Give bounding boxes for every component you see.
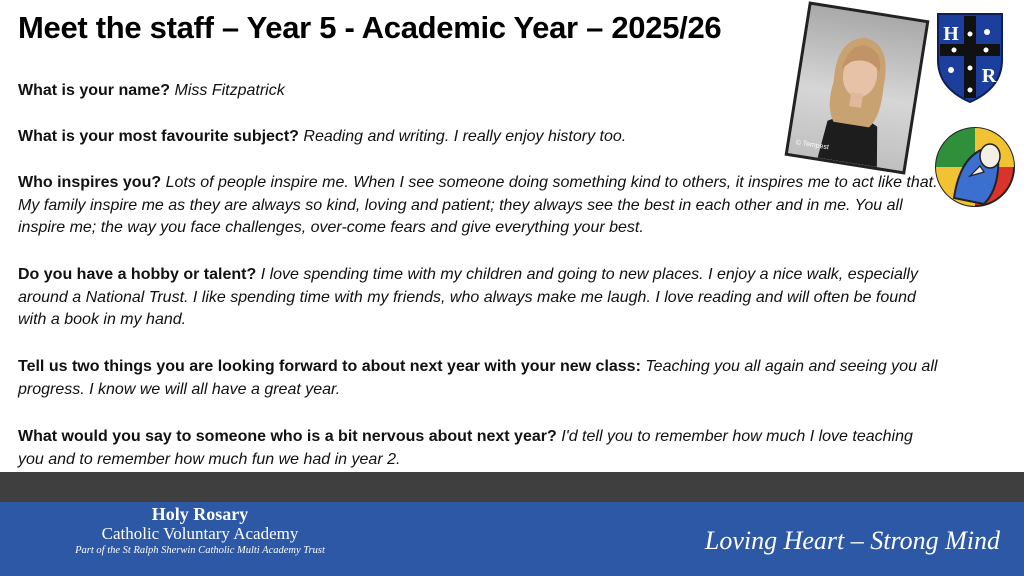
page-title: Meet the staff – Year 5 - Academic Year – 2025/26 xyxy=(18,10,722,45)
qa-inspires xyxy=(18,172,943,240)
question: What is your name? xyxy=(18,82,171,99)
photo-credit: © Tempest xyxy=(795,139,830,152)
school-motto: Loving Heart – Strong Mind xyxy=(704,526,1000,555)
footer-grey-band xyxy=(0,472,1024,502)
school-crest-logo xyxy=(934,10,1006,106)
qa-hobby xyxy=(18,264,943,332)
school-name-block xyxy=(0,504,400,558)
staff-photo xyxy=(785,1,930,174)
answer: Teaching you all again and seeing you all progress. I know we will all have a great year. xyxy=(18,358,938,398)
school-name: Holy Rosary xyxy=(151,504,249,524)
answer: I love spending time with my children and going to new places. I enjoy a nice walk, especially around a National Trust. I like spending time with my friends, who always make me laugh. I love reading and will often be found with a book in my hand. xyxy=(18,266,918,328)
question: Who inspires you? xyxy=(18,174,162,191)
qa-looking-forward xyxy=(18,356,943,401)
crest-letter-r: R xyxy=(981,65,997,87)
question: Tell us two things you are looking forward to about next year with your new class: xyxy=(18,358,641,375)
crest-letter-h: H xyxy=(943,23,959,45)
school-type: Catholic Voluntary Academy xyxy=(101,524,299,543)
question: What is your most favourite subject? xyxy=(18,128,299,145)
answer: Lots of people inspire me. When I see someone doing something kind to others, it inspires me to act like that. My family inspire me as they are always so kind, loving and patient; they always see the best in each other and in me. You all inspire me; the way you face challenges, over-come fears and give everything your best. xyxy=(18,174,938,236)
answer: I'd tell you to remember how much I love teaching you and to remember how much fun we had in year 2. xyxy=(18,428,913,468)
question: Do you have a hobby or talent? xyxy=(18,266,257,283)
question: What would you say to someone who is a bit nervous about next year? xyxy=(18,428,557,445)
qa-nervous xyxy=(18,426,943,471)
answer: Reading and writing. I really enjoy history too. xyxy=(303,128,627,145)
stained-glass-emblem xyxy=(934,126,1016,208)
trust-name: Part of the St Ralph Sherwin Catholic Multi Academy Trust xyxy=(75,545,325,556)
answer: Miss Fitzpatrick xyxy=(174,82,285,99)
